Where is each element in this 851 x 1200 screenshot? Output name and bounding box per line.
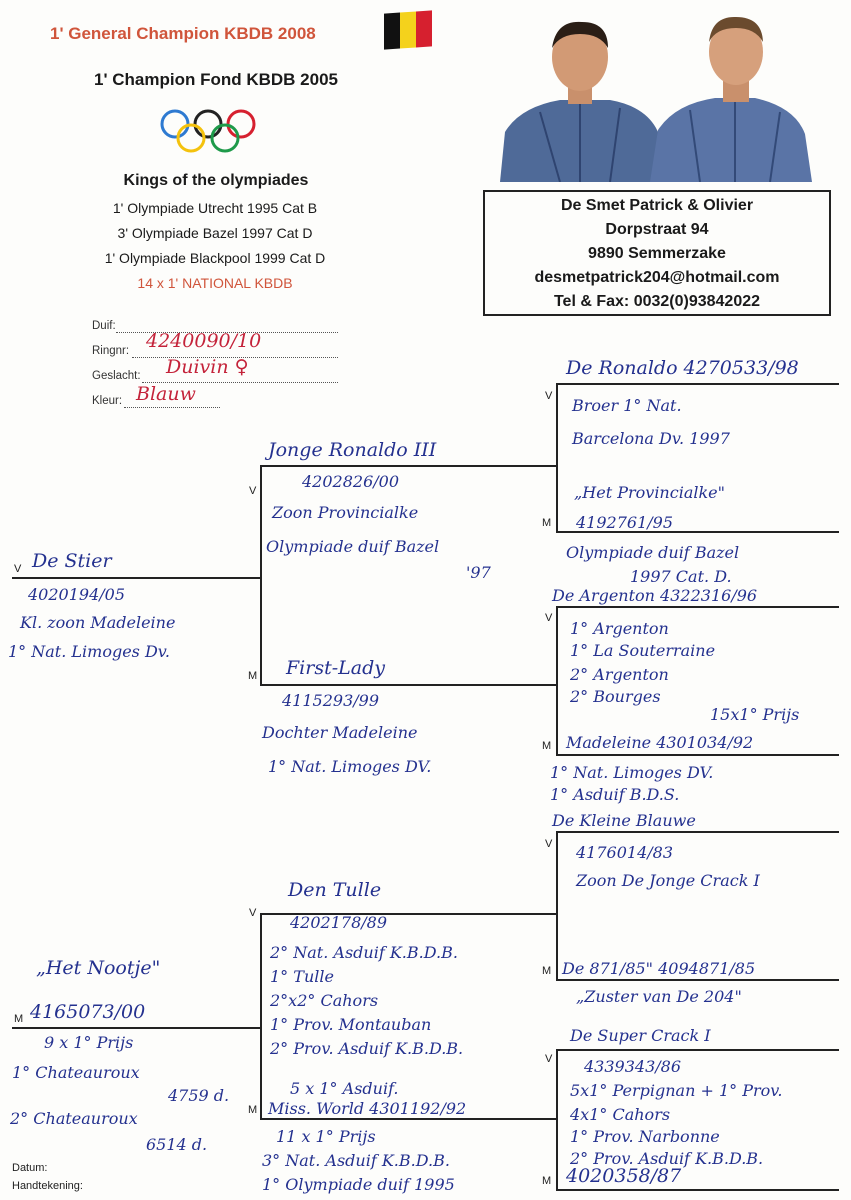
sds-line-1: 1° Argenton bbox=[570, 619, 669, 638]
ds-line-7: 5 x 1° Asduif. bbox=[290, 1079, 399, 1098]
ddd-marker: M bbox=[542, 1175, 552, 1187]
sire-line-1: 4020194/05 bbox=[28, 585, 126, 604]
dds-line-1: 4339343/86 bbox=[584, 1057, 682, 1076]
ss-line-1: 4202826/00 bbox=[302, 472, 400, 491]
ss-name: Jonge Ronaldo III bbox=[268, 439, 437, 461]
dd-connector bbox=[556, 1049, 558, 1189]
ssd-marker: M bbox=[542, 517, 552, 529]
sire-marker: V bbox=[14, 563, 22, 575]
sdd-line bbox=[556, 754, 839, 756]
ss-connector bbox=[556, 383, 558, 531]
sdd-name: Madeleine 4301034/92 bbox=[566, 733, 754, 752]
sdd-line-2: 1° Asduif B.D.S. bbox=[550, 785, 680, 804]
contact-street: Dorpstraat 94 bbox=[605, 221, 709, 238]
dsd-marker: M bbox=[542, 965, 552, 977]
ddd-name: 4020358/87 bbox=[566, 1165, 682, 1187]
national-wins: 14 x 1' NATIONAL KBDB bbox=[137, 275, 293, 291]
dd-line-2: 3° Nat. Asduif K.B.D.B. bbox=[262, 1151, 450, 1170]
olympiade-line: 1' Olympiade Utrecht 1995 Cat B bbox=[112, 200, 318, 216]
dss-marker: V bbox=[545, 838, 553, 850]
ssd-line-3: 1997 Cat. D. bbox=[630, 567, 732, 586]
geslacht-label: Geslacht: bbox=[92, 370, 141, 382]
contact-email: desmetpatrick204@hotmail.com bbox=[534, 269, 780, 286]
dsd-name: De 871/85" 4094871/85 bbox=[562, 959, 756, 978]
dam-connector bbox=[260, 913, 262, 1118]
contact-box bbox=[483, 190, 831, 316]
olympic-rings-icon bbox=[158, 108, 258, 154]
sds-marker: V bbox=[545, 612, 553, 624]
ds-marker: V bbox=[249, 907, 257, 919]
sd-line-3: 1° Nat. Limoges DV. bbox=[268, 757, 432, 776]
sds-line bbox=[556, 606, 839, 608]
sds-line-2: 1° La Souterraine bbox=[570, 641, 716, 660]
dds-marker: V bbox=[545, 1053, 553, 1065]
kleur-value: Blauw bbox=[136, 383, 196, 405]
sdd-line-1: 1° Nat. Limoges DV. bbox=[550, 763, 714, 782]
dds-line-2: 5x1° Perpignan + 1° Prov. bbox=[570, 1081, 783, 1100]
dds-line bbox=[556, 1049, 839, 1051]
ss-line-4: '97 bbox=[466, 563, 491, 582]
ds-line-3: 1° Tulle bbox=[270, 967, 334, 986]
sire-name: De Stier bbox=[32, 550, 112, 572]
sd-line bbox=[260, 684, 558, 686]
dss-line-2: Zoon De Jonge Crack I bbox=[576, 871, 760, 890]
sire-line bbox=[12, 577, 260, 579]
ds-line-6: 2° Prov. Asduif K.B.D.B. bbox=[270, 1039, 464, 1058]
sd-marker: M bbox=[248, 670, 258, 682]
ds-name: Den Tulle bbox=[288, 879, 382, 901]
ss-line bbox=[260, 465, 558, 467]
dam-line-6: 6514 d. bbox=[146, 1135, 208, 1154]
dam-line-1: 4165073/00 bbox=[30, 1001, 146, 1023]
dds-line-5: 2° Prov. Asduif K.B.D.B. bbox=[570, 1149, 764, 1168]
dam-line-3: 1° Chateauroux bbox=[12, 1063, 140, 1082]
ss-marker: V bbox=[249, 485, 257, 497]
kleur-label: Kleur: bbox=[92, 395, 123, 407]
sss-line-1: Broer 1° Nat. bbox=[572, 396, 682, 415]
ds-line-4: 2°x2° Cahors bbox=[270, 991, 379, 1010]
dd-line-3: 1° Olympiade duif 1995 bbox=[262, 1175, 455, 1194]
ds-connector bbox=[556, 831, 558, 979]
sss-name: De Ronaldo 4270533/98 bbox=[566, 357, 799, 379]
ssd-line-2: Olympiade duif Bazel bbox=[566, 543, 740, 562]
ss-line-2: Zoon Provincialke bbox=[272, 503, 419, 522]
sd-line-2: Dochter Madeleine bbox=[262, 723, 418, 742]
sss-line-2: Barcelona Dv. 1997 bbox=[572, 429, 730, 448]
ringnr-label: Ringnr: bbox=[92, 345, 130, 357]
sds-line-3: 2° Argenton bbox=[570, 665, 669, 684]
sss-marker: V bbox=[545, 390, 553, 402]
ds-line-1: 4202178/89 bbox=[290, 913, 388, 932]
sire-line-2: Kl. zoon Madeleine bbox=[20, 613, 176, 632]
dd-line-1: 11 x 1° Prijs bbox=[276, 1127, 376, 1146]
dam-name: „Het Nootje" bbox=[36, 957, 161, 979]
olympiade-line: 3' Olympiade Bazel 1997 Cat D bbox=[117, 225, 313, 241]
ds-line-5: 1° Prov. Montauban bbox=[270, 1015, 432, 1034]
dd-marker: M bbox=[248, 1104, 258, 1116]
olympiade-line: 1' Olympiade Blackpool 1999 Cat D bbox=[104, 250, 326, 266]
belgian-flag-icon bbox=[384, 10, 432, 49]
dsd-line-1: „Zuster van De 204" bbox=[576, 987, 742, 1006]
sdd-note: 15x1° Prijs bbox=[710, 705, 800, 724]
sds-line-4: 2° Bourges bbox=[570, 687, 661, 706]
sdd-marker: M bbox=[542, 740, 552, 752]
contact-phone: Tel & Fax: 0032(0)93842022 bbox=[553, 293, 761, 310]
geslacht-value: Duivin ♀ bbox=[166, 356, 249, 378]
dam-line-5: 2° Chateauroux bbox=[10, 1109, 138, 1128]
handtekening-label: Handtekening: bbox=[12, 1180, 83, 1192]
dss-line bbox=[556, 831, 839, 833]
ss-line-3: Olympiade duif Bazel bbox=[266, 537, 440, 556]
ssd-line-1: 4192761/95 bbox=[576, 513, 674, 532]
champion-2005-title: 1' Champion Fond KBDB 2005 bbox=[94, 70, 338, 89]
sire-line-3: 1° Nat. Limoges Dv. bbox=[8, 642, 171, 661]
ssd-name: „Het Provincialke" bbox=[574, 483, 725, 502]
dds-line-4: 1° Prov. Narbonne bbox=[570, 1127, 720, 1146]
dam-marker: M bbox=[14, 1013, 24, 1025]
sd-line-1: 4115293/99 bbox=[282, 691, 380, 710]
kings-title: Kings of the olympiades bbox=[123, 172, 309, 189]
datum-label: Datum: bbox=[12, 1162, 48, 1174]
dam-line-4: 4759 d. bbox=[168, 1086, 230, 1105]
champion-2008-title: 1' General Champion KBDB 2008 bbox=[50, 24, 316, 43]
sss-line bbox=[556, 383, 839, 385]
dss-name: De Kleine Blauwe bbox=[552, 811, 696, 830]
dd-name: Miss. World 4301192/92 bbox=[268, 1099, 467, 1118]
contact-city: 9890 Semmerzake bbox=[588, 245, 726, 262]
contact-name: De Smet Patrick & Olivier bbox=[560, 197, 754, 214]
sire-connector bbox=[260, 465, 262, 684]
sds-name: De Argenton 4322316/96 bbox=[552, 586, 758, 605]
sd-name: First-Lady bbox=[286, 657, 385, 679]
dds-line-3: 4x1° Cahors bbox=[570, 1105, 671, 1124]
ringnr-value: 4240090/10 bbox=[146, 330, 262, 352]
dds-name: De Super Crack I bbox=[570, 1026, 711, 1045]
duif-label: Duif: bbox=[92, 320, 116, 332]
sd-connector bbox=[556, 606, 558, 754]
dam-line bbox=[12, 1027, 260, 1029]
ds-line-2: 2° Nat. Asduif K.B.D.B. bbox=[270, 943, 458, 962]
dam-line-2: 9 x 1° Prijs bbox=[44, 1033, 134, 1052]
dsd-line bbox=[556, 979, 839, 981]
owners-photo bbox=[500, 12, 818, 182]
ddd-line bbox=[556, 1189, 839, 1191]
dss-line-1: 4176014/83 bbox=[576, 843, 674, 862]
